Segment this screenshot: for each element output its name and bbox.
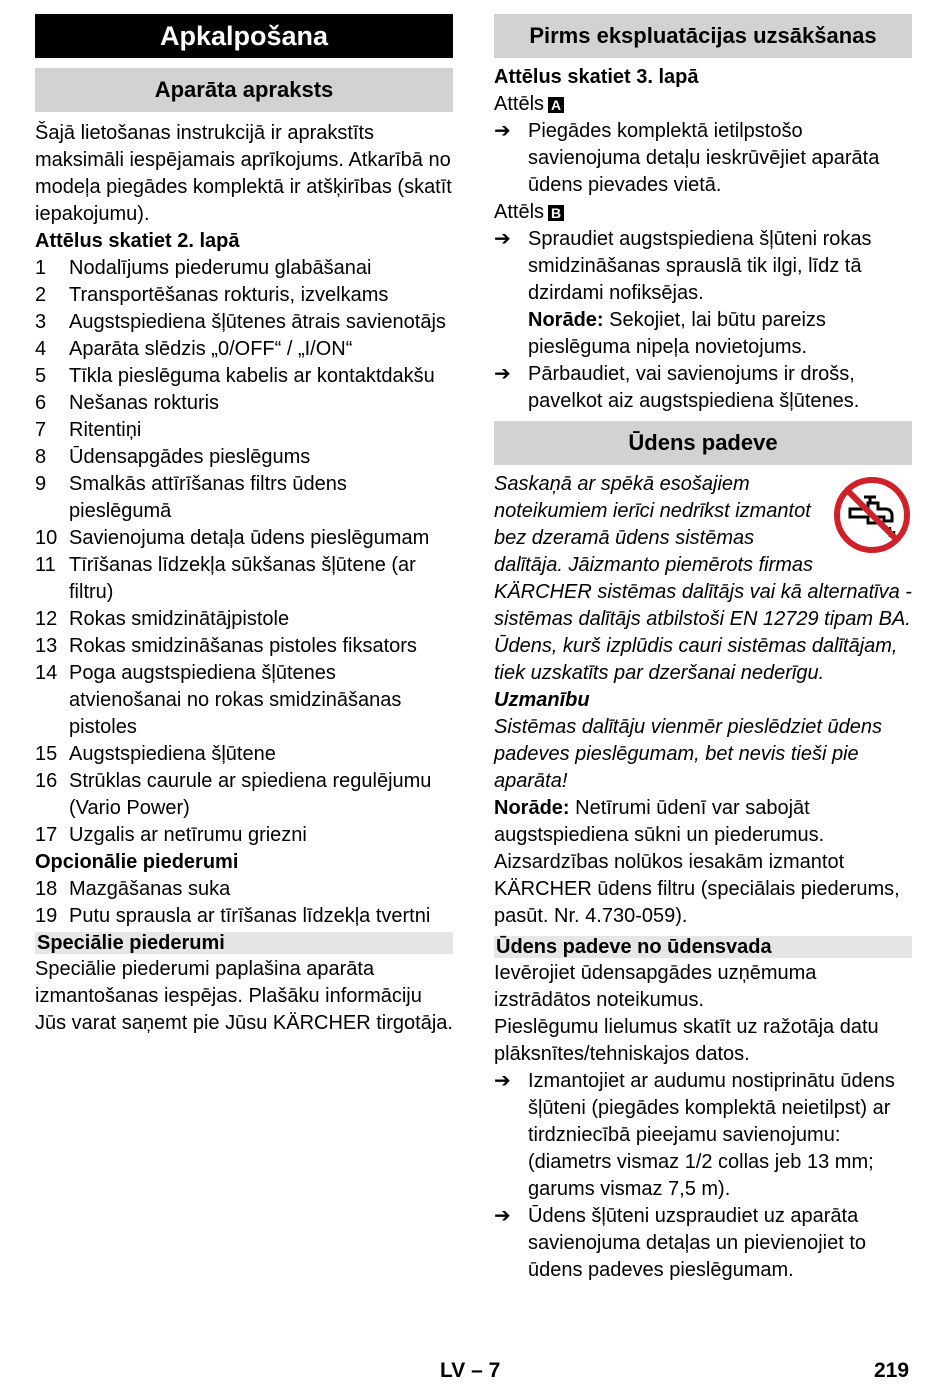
step-item xyxy=(494,361,912,415)
list-item-text: Uzgalis ar netīrumu griezni xyxy=(69,824,307,846)
caution-text: Sistēmas dalītāju vienmēr pieslēdziet ūdens padeves pieslēgumam, bet nevis tieši pie aparāta! xyxy=(494,716,882,792)
left-column xyxy=(35,14,453,1037)
figure-label-text: Attēls xyxy=(494,93,545,115)
list-item-number: 5 xyxy=(35,365,47,387)
list-item xyxy=(35,336,453,363)
list-item-text: Strūklas caurule ar spiediena regulējumu (Vario Power) xyxy=(69,770,432,819)
arrow-right-icon: ➔ xyxy=(494,1205,511,1227)
list-item-number: 10 xyxy=(35,527,58,549)
water-warning-text: Saskaņā ar spēkā esošajiem noteikumiem ierīci nedrīkst izmantot bez dzeramā ūdens sistēmas dalītāja. Jāizmanto piemērots firmas KÄRCHER sistēmas dalītājs vai kā alternatīva - sistēmas dalītājs atbilstoši EN 12729 tipam BA. Ūdens, kurš izplūdis cauri sistēmas dalītājam, tiek uzskatīts par dzeršanai nederīgu. xyxy=(494,473,912,684)
list-item-text: Augstspiediena šļūtene xyxy=(69,743,276,765)
mains-paragraph-1: Ievērojiet ūdensapgādes uzņēmuma izstrādātos noteikumus. xyxy=(494,962,817,1011)
section-heading-before-use: Pirms ekspluatācijas uzsākšanas xyxy=(494,14,912,58)
list-item-number: 14 xyxy=(35,662,58,684)
special-accessories-text: Speciālie piederumi paplašina aparāta izmantošanas iespējas. Plašāku informāciju Jūs varat saņemt pie Jūsu KÄRCHER tirgotāja. xyxy=(35,958,453,1034)
list-item xyxy=(35,741,453,768)
filter-note xyxy=(494,795,912,930)
list-item xyxy=(35,417,453,444)
list-item-text: Ūdensapgādes pieslēgums xyxy=(69,446,311,468)
arrow-right-icon: ➔ xyxy=(494,1070,511,1092)
list-item xyxy=(35,552,453,606)
list-item-text: Poga augstspiediena šļūtenes atvienošanai no rokas smidzināšanas pistoles xyxy=(69,662,402,738)
list-item-text: Aparāta slēdzis „0/OFF“ / „I/ON“ xyxy=(69,338,353,360)
list-item xyxy=(35,660,453,741)
list-item xyxy=(35,768,453,822)
list-item-number: 6 xyxy=(35,392,47,414)
list-item xyxy=(35,633,453,660)
parts-list xyxy=(35,255,453,849)
list-item-text: Nešanas rokturis xyxy=(69,392,220,414)
list-item-number: 7 xyxy=(35,419,47,441)
list-item xyxy=(35,444,453,471)
list-item-text: Tīkla pieslēguma kabelis ar kontaktdakšu xyxy=(69,365,435,387)
list-item xyxy=(35,606,453,633)
footer-language-page: LV – 7 xyxy=(440,1359,501,1382)
list-item-number: 12 xyxy=(35,608,58,630)
step-text: Piegādes komplektā ietilpstošo savienojuma detaļu ieskrūvējiet aparāta ūdens pievades vietā. xyxy=(528,120,880,196)
list-item-text: Transportēšanas rokturis, izvelkams xyxy=(69,284,389,306)
step-text: Ūdens šļūteni uzspraudiet uz aparāta savienojuma detaļas un pievienojiet to ūdens padeves pieslēgumam. xyxy=(528,1205,866,1281)
list-item-text: Savienojuma detaļa ūdens pieslēgumam xyxy=(69,527,430,549)
step-text xyxy=(528,226,912,361)
arrow-right-icon: ➔ xyxy=(494,228,511,250)
step-item xyxy=(494,1203,912,1284)
list-item xyxy=(35,309,453,336)
step-text-main: Spraudiet augstspiediena šļūteni rokas smidzināšanas sprauslā tik ilgi, līdz tā dzirdami nofiksējas. xyxy=(528,228,872,304)
note-text: Netīrumi ūdenī var sabojāt augstspiediena sūkni un piederumus. Aizsardzības nolūkos iesakām izmantot KÄRCHER ūdens filtru (speciālais piederums, pasūt. Nr. 4.730-059). xyxy=(494,797,900,927)
list-item xyxy=(35,903,453,930)
note-label: Norāde: xyxy=(528,309,604,331)
caution-label: Uzmanību xyxy=(494,689,590,711)
step-text: Pārbaudiet, vai savienojums ir drošs, pavelkot aiz augstspiediena šļūtenes. xyxy=(528,363,860,412)
list-item xyxy=(35,390,453,417)
list-item-number: 16 xyxy=(35,770,58,792)
mains-paragraph-2: Pieslēgumu lielumus skatīt uz ražotāja datu plāksnītes/tehniskajos datos. xyxy=(494,1016,879,1065)
list-item-text: Tīrīšanas līdzekļa sūkšanas šļūtene (ar filtru) xyxy=(69,554,416,603)
arrow-right-icon: ➔ xyxy=(494,120,511,142)
chapter-banner: Apkalpošana xyxy=(35,14,453,58)
special-accessories-heading: Speciālie piederumi xyxy=(35,932,453,954)
list-item-text: Ritentiņi xyxy=(69,419,142,441)
step-item xyxy=(494,1068,912,1203)
list-item-text: Smalkās attīrīšanas filtrs ūdens pieslēgumā xyxy=(69,473,347,522)
section-heading-water-supply: Ūdens padeve xyxy=(494,421,912,465)
section-heading-description: Aparāta apraksts xyxy=(35,68,453,112)
list-item-number: 3 xyxy=(35,311,47,333)
list-item-number: 19 xyxy=(35,905,58,927)
list-item-text: Rokas smidzināšanas pistoles fiksators xyxy=(69,635,417,657)
list-item-number: 9 xyxy=(35,473,47,495)
list-item-number: 11 xyxy=(35,554,56,576)
arrow-right-icon: ➔ xyxy=(494,363,511,385)
list-item xyxy=(35,876,453,903)
list-item-number: 15 xyxy=(35,743,58,765)
list-item xyxy=(35,282,453,309)
figure-a-label xyxy=(494,91,912,118)
step-text: Izmantojiet ar audumu nostiprinātu ūdens šļūteni (piegādes komplektā neietilpst) ar tirdzniecībā pieejamu savienojumu: (diametrs vismaz 1/2 collas jeb 13 mm; garums vismaz 7,5 m). xyxy=(528,1070,895,1200)
footer-page-number: 219 xyxy=(874,1359,910,1382)
list-item-text: Mazgāšanas suka xyxy=(69,878,231,900)
list-item-number: 1 xyxy=(35,257,47,279)
mains-supply-heading: Ūdens padeve no ūdensvada xyxy=(494,936,912,958)
list-item xyxy=(35,822,453,849)
list-item-number: 8 xyxy=(35,446,47,468)
see-page-heading: Attēlus skatiet 2. lapā xyxy=(35,230,240,252)
figure-label-text: Attēls xyxy=(494,201,545,223)
list-item xyxy=(35,363,453,390)
list-item-text: Rokas smidzinātājpistole xyxy=(69,608,290,630)
see-page-heading-right: Attēlus skatiet 3. lapā xyxy=(494,66,699,88)
figure-a-badge: A xyxy=(548,97,564,113)
optional-accessories-list xyxy=(35,876,453,930)
list-item-text: Putu sprausla ar tīrīšanas līdzekļa tvertni xyxy=(69,905,431,927)
figure-b-badge: B xyxy=(548,205,564,221)
water-warning-block xyxy=(494,471,912,687)
list-item-number: 17 xyxy=(35,824,58,846)
list-item-text: Augstspiediena šļūtenes ātrais savienotājs xyxy=(69,311,446,333)
list-item xyxy=(35,525,453,552)
list-item-number: 18 xyxy=(35,878,58,900)
list-item xyxy=(35,255,453,282)
right-column xyxy=(494,14,912,1284)
list-item-number: 4 xyxy=(35,338,47,360)
list-item-number: 13 xyxy=(35,635,58,657)
step-item xyxy=(494,118,912,199)
intro-paragraph: Šajā lietošanas instrukcijā ir aprakstīts maksimāli iespējamais aprīkojums. Atkarībā no modeļa piegādes komplektā ir atšķirības (skatīt iepakojumu). xyxy=(35,122,452,225)
list-item-text: Nodalījums piederumu glabāšanai xyxy=(69,257,372,279)
note-text: Sekojiet, lai būtu pareizs pieslēguma nipeļa novietojums. xyxy=(528,309,826,358)
no-drinking-water-icon xyxy=(832,475,912,555)
note-label: Norāde: xyxy=(494,797,570,819)
figure-b-label xyxy=(494,199,912,226)
list-item-number: 2 xyxy=(35,284,47,306)
list-item xyxy=(35,471,453,525)
optional-accessories-heading: Opcionālie piederumi xyxy=(35,851,239,873)
step-item xyxy=(494,226,912,361)
